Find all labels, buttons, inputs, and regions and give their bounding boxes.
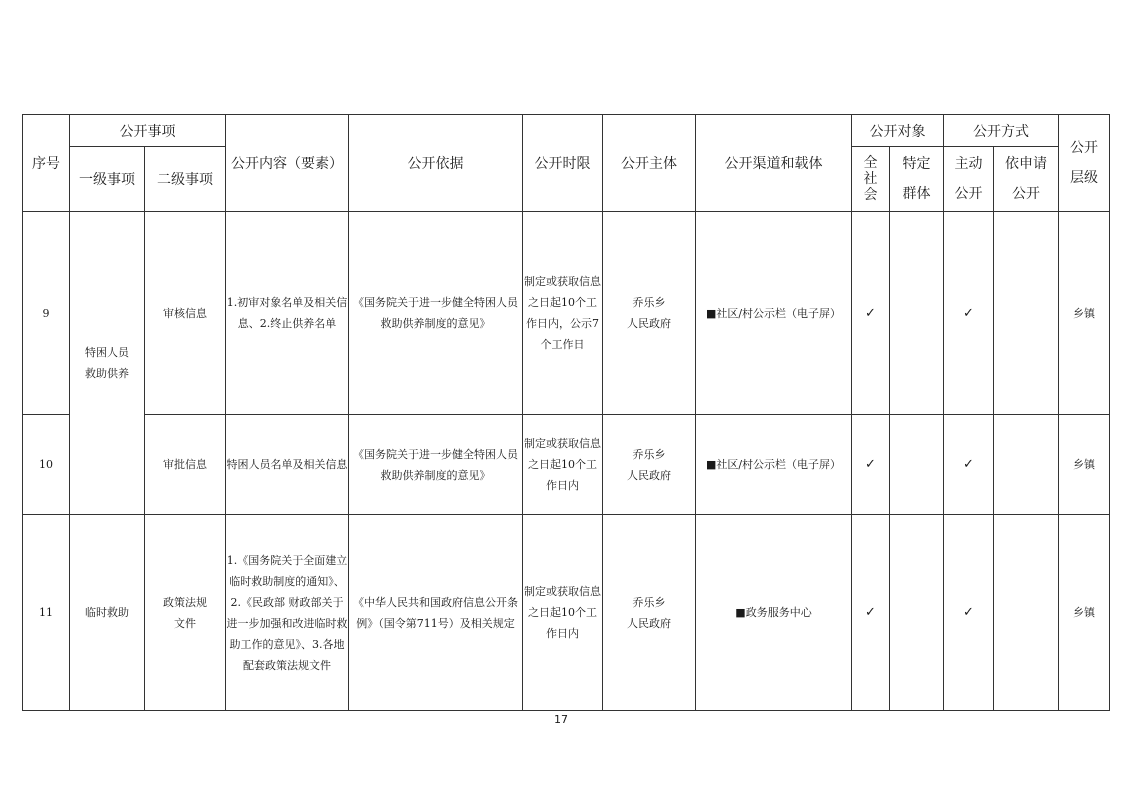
row-level2-item [145, 515, 226, 711]
header-content: 公开内容（要素） [226, 115, 349, 212]
page-number: 17 [554, 713, 568, 726]
table-row [23, 515, 1110, 711]
row-level1-item: 临时救助 [70, 515, 145, 711]
row-request-check [994, 515, 1059, 711]
row-level1-item [70, 212, 145, 515]
row-level2-text: 政策法规文件 [163, 595, 207, 630]
header-method-active-line-1: 主动 [954, 156, 983, 172]
row-active-check: ✓ [944, 515, 994, 711]
row-level2-item: 审核信息 [145, 212, 226, 415]
row-subject-line-2: 人民政府 [627, 468, 671, 482]
header-time-limit: 公开时限 [523, 115, 603, 212]
row-subject [603, 515, 696, 711]
header-method-request [994, 147, 1059, 212]
header-audience-all-text: 全社会 [863, 155, 878, 203]
row-time-limit: 制定或获取信息之日起10个工作日内 [523, 415, 603, 515]
row-time-limit: 制定或获取信息之日起10个工作日内，公示7个工作日 [523, 212, 603, 415]
row-channel: ■社区/村公示栏（电子屏） [696, 415, 852, 515]
header-row-1 [23, 115, 1110, 147]
header-audience-specific [890, 147, 944, 212]
row-request-check [994, 212, 1059, 415]
header-item-level2: 二级事项 [145, 147, 226, 212]
row-subject-line-2: 人民政府 [627, 616, 671, 630]
header-channel: 公开渠道和载体 [696, 115, 852, 212]
table-row [23, 212, 1110, 415]
row-active-check: ✓ [944, 415, 994, 515]
row-subject-line-1: 乔乐乡 [632, 447, 666, 461]
row-level1-text: 特困人员救助供养 [85, 346, 129, 380]
header-audience-specific-line-1: 特定 [902, 156, 931, 172]
row-request-check [994, 415, 1059, 515]
table-row [23, 415, 1110, 515]
row-content: 1.《国务院关于全面建立临时救助制度的通知》、2.《民政部 财政部关于进一步加强和改进临时救助工作的意见》、3.各地配套政策法规文件 [226, 515, 349, 711]
row-subject-line-1: 乔乐乡 [632, 296, 666, 309]
header-basis: 公开依据 [349, 115, 523, 212]
row-level: 乡镇 [1059, 415, 1110, 515]
row-content: 1.初审对象名单及相关信息、2.终止供养名单 [226, 212, 349, 415]
header-seq: 序号 [23, 115, 70, 212]
row-channel: ■政务服务中心 [696, 515, 852, 711]
row-time-limit: 制定或获取信息之日起10个工作日内 [523, 515, 603, 711]
row-seq: 11 [23, 515, 70, 711]
row-active-check: ✓ [944, 212, 994, 415]
row-basis: 《国务院关于进一步健全特困人员救助供养制度的意见》 [349, 415, 523, 515]
header-level-line-1: 公开 [1070, 140, 1098, 156]
header-subject: 公开主体 [603, 115, 696, 212]
header-items-group: 公开事项 [70, 115, 226, 147]
header-item-level1: 一级事项 [70, 147, 145, 212]
row-level: 乡镇 [1059, 212, 1110, 415]
header-method-request-line-1: 依申请 [1005, 156, 1047, 172]
row-basis: 《中华人民共和国政府信息公开条例》（国令第711号）及相关规定 [349, 515, 523, 711]
header-level-line-2: 层级 [1070, 170, 1098, 186]
row-content: 特困人员名单及相关信息 [226, 415, 349, 515]
row-channel: ■社区/村公示栏（电子屏） [696, 212, 852, 415]
row-all-society-check: ✓ [852, 415, 890, 515]
row-level2-item: 审批信息 [145, 415, 226, 515]
row-all-society-check: ✓ [852, 515, 890, 711]
header-method-group: 公开方式 [944, 115, 1059, 147]
header-level [1059, 115, 1110, 212]
row-subject [603, 212, 696, 415]
header-audience-group: 公开对象 [852, 115, 944, 147]
disclosure-table [22, 114, 1110, 711]
row-subject-line-2: 人民政府 [627, 317, 671, 330]
header-method-request-line-2: 公开 [1012, 186, 1040, 202]
row-basis: 《国务院关于进一步健全特困人员救助供养制度的意见》 [349, 212, 523, 415]
row-subject-line-1: 乔乐乡 [632, 595, 666, 609]
header-method-active [944, 147, 994, 212]
row-specific-check [890, 515, 944, 711]
row-seq: 9 [23, 212, 70, 415]
header-method-active-line-2: 公开 [954, 186, 983, 202]
row-seq: 10 [23, 415, 70, 515]
row-level: 乡镇 [1059, 515, 1110, 711]
header-audience-specific-line-2: 群体 [902, 186, 931, 202]
row-specific-check [890, 415, 944, 515]
row-all-society-check: ✓ [852, 212, 890, 415]
row-subject [603, 415, 696, 515]
row-specific-check [890, 212, 944, 415]
header-audience-all [852, 147, 890, 212]
